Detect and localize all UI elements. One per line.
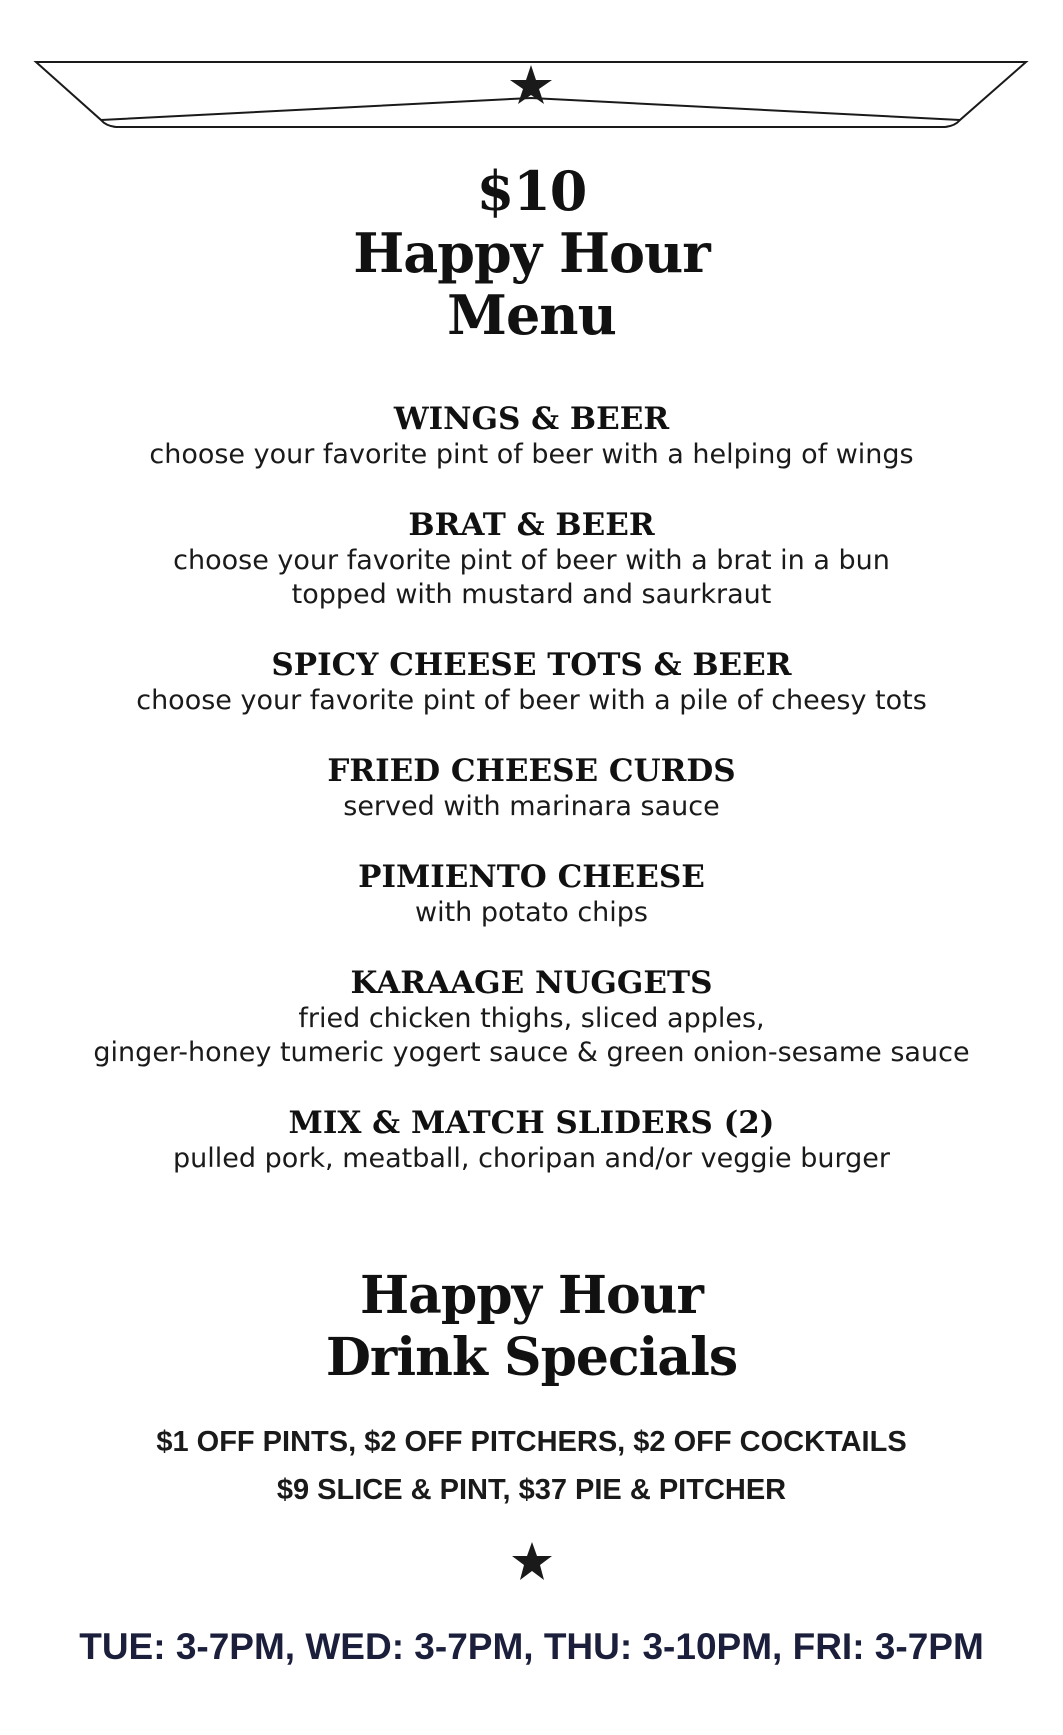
item-description: fried chicken thighs, sliced apples,: [298, 1003, 765, 1034]
title-price: $10: [476, 159, 587, 223]
title-line-2: Menu: [447, 283, 616, 347]
item-description: ginger-honey tumeric yogert sauce & green onion-sesame sauce: [93, 1037, 970, 1068]
item-description: choose your favorite pint of beer with a brat in a bun: [173, 545, 890, 576]
menu-list: [0, 400, 1063, 1210]
item-name: FRIED CHEESE CURDS: [327, 753, 736, 789]
item-name: WINGS & BEER: [393, 401, 670, 437]
item-name: SPICY CHEESE TOTS & BEER: [271, 647, 792, 683]
menu-item: [0, 506, 1063, 612]
drinks-title-line-2: Drink Specials: [325, 1327, 738, 1388]
item-description: with potato chips: [414, 897, 648, 928]
item-description: served with marinara sauce: [343, 791, 720, 822]
special-line: $1 OFF PINTS, $2 OFF PITCHERS, $2 OFF COCKTAILS: [156, 1426, 907, 1458]
drinks-title-line-1: Happy Hour: [360, 1265, 703, 1326]
item-name: PIMIENTO CHEESE: [358, 859, 705, 895]
item-name: KARAAGE NUGGETS: [350, 965, 713, 1001]
menu-item: [0, 646, 1063, 718]
drink-specials: [0, 1418, 1063, 1514]
menu-title: [0, 160, 1063, 346]
special-line: $9 SLICE & PINT, $37 PIE & PITCHER: [276, 1474, 787, 1506]
menu-item: [0, 1104, 1063, 1176]
item-description: choose your favorite pint of beer with a helping of wings: [149, 439, 914, 470]
menu-item: [0, 858, 1063, 930]
menu-item: [0, 752, 1063, 824]
hours: TUE: 3-7PM, WED: 3-7PM, THU: 3-10PM, FRI: 3-7PM: [79, 1626, 984, 1667]
title-line-1: Happy Hour: [353, 221, 710, 285]
item-description: pulled pork, meatball, choripan and/or veggie burger: [173, 1143, 890, 1174]
menu-item: [0, 964, 1063, 1070]
menu-item: [0, 400, 1063, 472]
item-description: choose your favorite pint of beer with a pile of cheesy tots: [136, 685, 927, 716]
item-description: topped with mustard and saurkraut: [291, 579, 772, 610]
banner-inner-line: [101, 98, 960, 120]
item-name: BRAT & BEER: [408, 507, 655, 543]
item-name: MIX & MATCH SLIDERS (2): [288, 1105, 775, 1141]
drinks-title: [0, 1265, 1063, 1389]
star-icon: [511, 1540, 553, 1582]
top-banner: [0, 0, 1063, 140]
